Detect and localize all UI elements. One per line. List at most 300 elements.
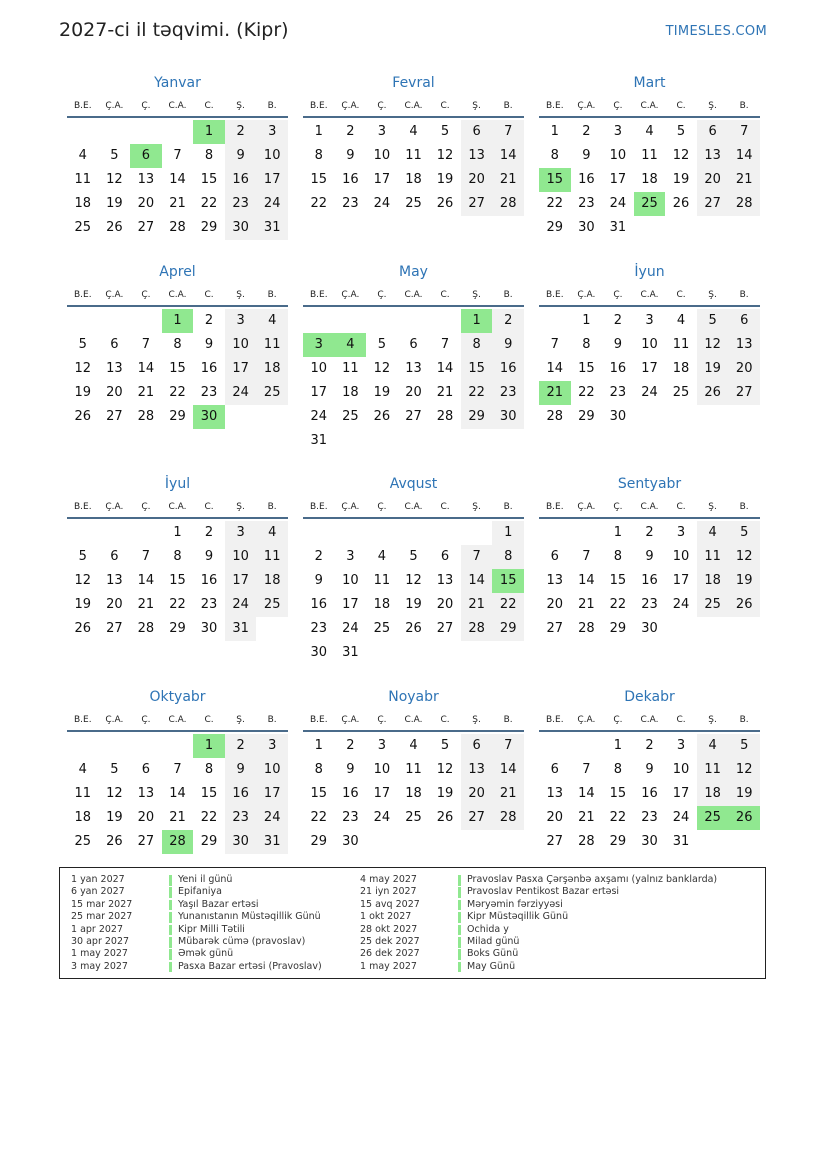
day-cell[interactable]: 18 (697, 569, 729, 593)
day-cell[interactable]: 29 (609, 621, 627, 636)
day-cell[interactable]: 19 (405, 597, 422, 612)
day-cell[interactable]: 29 (200, 220, 218, 235)
day-cell[interactable]: 16 (200, 573, 218, 588)
day-cell[interactable]: 18 (641, 172, 658, 187)
day-cell[interactable]: 30 (225, 830, 257, 854)
day-cell[interactable]: 5 (697, 309, 729, 333)
day-cell[interactable]: 10 (672, 549, 690, 564)
day-cell[interactable]: 16 (225, 782, 257, 806)
day-cell[interactable]: 13 (461, 144, 493, 168)
day-cell[interactable]: 30 (578, 220, 595, 235)
day-cell[interactable]: 23 (609, 385, 627, 400)
day-cell[interactable]: 19 (74, 385, 92, 400)
day-cell[interactable]: 13 (461, 758, 493, 782)
day-cell[interactable]: 29 (461, 405, 493, 429)
day-cell[interactable]: 17 (256, 782, 288, 806)
day-cell[interactable]: 3 (377, 738, 387, 753)
day-cell[interactable]: 31 (342, 645, 359, 660)
day-cell[interactable]: 20 (546, 810, 564, 825)
day-cell[interactable]: 7 (582, 549, 591, 564)
day-cell[interactable]: 16 (342, 172, 359, 187)
day-cell[interactable]: 10 (373, 148, 391, 163)
day-cell[interactable]: 7 (440, 337, 450, 352)
day-cell[interactable]: 22 (492, 593, 524, 617)
day-cell[interactable]: 6 (728, 309, 760, 333)
day-cell[interactable]: 5 (676, 124, 686, 139)
day-cell[interactable]: 25 (697, 593, 729, 617)
day-cell[interactable]: 24 (672, 597, 690, 612)
day-cell[interactable]: 14 (578, 573, 595, 588)
day-cell[interactable]: 29 (200, 834, 218, 849)
day-cell[interactable]: 20 (697, 168, 729, 192)
day-cell[interactable]: 13 (697, 144, 729, 168)
day-cell[interactable]: 15 (310, 172, 328, 187)
day-cell[interactable]: 1 (613, 738, 623, 753)
day-cell[interactable]: 4 (645, 124, 654, 139)
day-cell[interactable]: 5 (440, 738, 450, 753)
day-cell[interactable]: 12 (697, 333, 729, 357)
day-cell[interactable]: 18 (373, 597, 391, 612)
day-cell[interactable]: 7 (582, 762, 591, 777)
day-cell[interactable]: 6 (550, 762, 559, 777)
day-cell[interactable]: 18 (342, 385, 359, 400)
day-cell[interactable]: 26 (373, 409, 391, 424)
holiday-day-cell[interactable]: 25 (697, 806, 729, 830)
day-cell[interactable]: 24 (225, 381, 257, 405)
day-cell[interactable]: 23 (641, 810, 658, 825)
day-cell[interactable]: 15 (461, 357, 493, 381)
day-cell[interactable]: 22 (169, 385, 186, 400)
day-cell[interactable]: 1 (314, 738, 323, 753)
day-cell[interactable]: 14 (137, 573, 155, 588)
day-cell[interactable]: 11 (697, 545, 729, 569)
day-cell[interactable]: 4 (697, 521, 729, 545)
day-cell[interactable]: 16 (578, 172, 595, 187)
day-cell[interactable]: 7 (141, 549, 151, 564)
day-cell[interactable]: 25 (74, 220, 92, 235)
day-cell[interactable]: 29 (169, 621, 186, 636)
day-cell[interactable]: 2 (645, 738, 654, 753)
day-cell[interactable]: 1 (613, 525, 623, 540)
day-cell[interactable]: 15 (609, 786, 627, 801)
day-cell[interactable]: 8 (613, 549, 623, 564)
day-cell[interactable]: 30 (641, 621, 658, 636)
day-cell[interactable]: 17 (672, 786, 690, 801)
day-cell[interactable]: 12 (436, 762, 454, 777)
day-cell[interactable]: 16 (492, 357, 524, 381)
day-cell[interactable]: 10 (256, 758, 288, 782)
day-cell[interactable]: 24 (310, 409, 328, 424)
day-cell[interactable]: 21 (169, 810, 186, 825)
day-cell[interactable]: 10 (256, 144, 288, 168)
day-cell[interactable]: 30 (310, 645, 328, 660)
day-cell[interactable]: 13 (106, 573, 123, 588)
day-cell[interactable]: 19 (728, 569, 760, 593)
day-cell[interactable]: 15 (169, 573, 186, 588)
day-cell[interactable]: 3 (225, 521, 257, 545)
day-cell[interactable]: 10 (310, 361, 328, 376)
day-cell[interactable]: 6 (440, 549, 450, 564)
day-cell[interactable]: 14 (169, 786, 186, 801)
day-cell[interactable]: 21 (137, 597, 155, 612)
day-cell[interactable]: 17 (225, 357, 257, 381)
day-cell[interactable]: 22 (546, 196, 564, 211)
day-cell[interactable]: 25 (405, 196, 422, 211)
day-cell[interactable]: 18 (672, 361, 690, 376)
day-cell[interactable]: 3 (256, 120, 288, 144)
day-cell[interactable]: 3 (676, 525, 686, 540)
day-cell[interactable]: 25 (672, 385, 690, 400)
day-cell[interactable]: 25 (342, 409, 359, 424)
brand-link[interactable]: TIMESLES.COM (665, 24, 767, 39)
day-cell[interactable]: 26 (74, 409, 92, 424)
day-cell[interactable]: 23 (200, 597, 218, 612)
day-cell[interactable]: 17 (672, 573, 690, 588)
day-cell[interactable]: 5 (728, 734, 760, 758)
day-cell[interactable]: 20 (106, 597, 123, 612)
day-cell[interactable]: 28 (436, 409, 454, 424)
day-cell[interactable]: 3 (613, 124, 623, 139)
day-cell[interactable]: 12 (106, 172, 123, 187)
day-cell[interactable]: 29 (492, 617, 524, 641)
day-cell[interactable]: 3 (256, 734, 288, 758)
day-cell[interactable]: 9 (582, 148, 591, 163)
day-cell[interactable]: 16 (310, 597, 328, 612)
day-cell[interactable]: 21 (461, 593, 493, 617)
day-cell[interactable]: 31 (310, 433, 328, 448)
day-cell[interactable]: 12 (74, 361, 92, 376)
day-cell[interactable]: 10 (641, 337, 658, 352)
day-cell[interactable]: 11 (256, 333, 288, 357)
day-cell[interactable]: 2 (346, 124, 355, 139)
day-cell[interactable]: 1 (550, 124, 559, 139)
day-cell[interactable]: 27 (106, 409, 123, 424)
day-cell[interactable]: 19 (672, 172, 690, 187)
day-cell[interactable]: 8 (461, 333, 493, 357)
day-cell[interactable]: 15 (200, 786, 218, 801)
day-cell[interactable]: 23 (310, 621, 328, 636)
day-cell[interactable]: 10 (342, 573, 359, 588)
day-cell[interactable]: 22 (310, 810, 328, 825)
day-cell[interactable]: 22 (578, 385, 595, 400)
day-cell[interactable]: 4 (697, 734, 729, 758)
day-cell[interactable]: 24 (373, 196, 391, 211)
day-cell[interactable]: 30 (342, 834, 359, 849)
day-cell[interactable]: 15 (609, 573, 627, 588)
day-cell[interactable]: 27 (137, 834, 155, 849)
day-cell[interactable]: 21 (436, 385, 454, 400)
day-cell[interactable]: 22 (200, 810, 218, 825)
day-cell[interactable]: 28 (461, 617, 493, 641)
day-cell[interactable]: 21 (169, 196, 186, 211)
day-cell[interactable]: 26 (106, 220, 123, 235)
day-cell[interactable]: 1 (173, 525, 182, 540)
day-cell[interactable]: 2 (225, 734, 257, 758)
day-cell[interactable]: 23 (492, 381, 524, 405)
day-cell[interactable]: 13 (546, 786, 564, 801)
day-cell[interactable]: 27 (546, 834, 564, 849)
day-cell[interactable]: 2 (346, 738, 355, 753)
day-cell[interactable]: 1 (582, 313, 591, 328)
holiday-day-cell[interactable]: 26 (728, 806, 760, 830)
day-cell[interactable]: 26 (74, 621, 92, 636)
day-cell[interactable]: 15 (310, 786, 328, 801)
day-cell[interactable]: 17 (342, 597, 359, 612)
day-cell[interactable]: 7 (173, 762, 182, 777)
day-cell[interactable]: 24 (225, 593, 257, 617)
day-cell[interactable]: 21 (578, 810, 595, 825)
day-cell[interactable]: 19 (436, 786, 454, 801)
day-cell[interactable]: 24 (641, 385, 658, 400)
day-cell[interactable]: 12 (405, 573, 422, 588)
day-cell[interactable]: 11 (641, 148, 658, 163)
day-cell[interactable]: 27 (461, 806, 493, 830)
day-cell[interactable]: 13 (137, 172, 155, 187)
day-cell[interactable]: 16 (342, 786, 359, 801)
day-cell[interactable]: 4 (78, 148, 87, 163)
day-cell[interactable]: 16 (641, 573, 658, 588)
day-cell[interactable]: 28 (546, 409, 564, 424)
day-cell[interactable]: 14 (728, 144, 760, 168)
day-cell[interactable]: 6 (110, 337, 119, 352)
day-cell[interactable]: 2 (314, 549, 323, 564)
day-cell[interactable]: 23 (641, 597, 658, 612)
day-cell[interactable]: 19 (728, 782, 760, 806)
day-cell[interactable]: 28 (578, 834, 595, 849)
day-cell[interactable]: 12 (728, 758, 760, 782)
day-cell[interactable]: 9 (225, 758, 257, 782)
day-cell[interactable]: 27 (405, 409, 422, 424)
day-cell[interactable]: 12 (672, 148, 690, 163)
day-cell[interactable]: 18 (256, 357, 288, 381)
day-cell[interactable]: 24 (256, 806, 288, 830)
day-cell[interactable]: 29 (578, 409, 595, 424)
day-cell[interactable]: 4 (256, 521, 288, 545)
day-cell[interactable]: 26 (697, 381, 729, 405)
day-cell[interactable]: 25 (256, 381, 288, 405)
day-cell[interactable]: 30 (609, 409, 627, 424)
day-cell[interactable]: 24 (672, 810, 690, 825)
day-cell[interactable]: 1 (314, 124, 323, 139)
day-cell[interactable]: 28 (492, 192, 524, 216)
day-cell[interactable]: 11 (373, 573, 391, 588)
day-cell[interactable]: 11 (672, 337, 690, 352)
day-cell[interactable]: 2 (613, 313, 623, 328)
day-cell[interactable]: 5 (377, 337, 387, 352)
day-cell[interactable]: 20 (137, 196, 155, 211)
day-cell[interactable]: 27 (106, 621, 123, 636)
day-cell[interactable]: 26 (672, 196, 690, 211)
day-cell[interactable]: 30 (225, 216, 257, 240)
day-cell[interactable]: 24 (342, 621, 359, 636)
day-cell[interactable]: 24 (256, 192, 288, 216)
day-cell[interactable]: 13 (436, 573, 454, 588)
day-cell[interactable]: 28 (137, 409, 155, 424)
day-cell[interactable]: 10 (225, 333, 257, 357)
day-cell[interactable]: 13 (546, 573, 564, 588)
day-cell[interactable]: 27 (461, 192, 493, 216)
day-cell[interactable]: 16 (200, 361, 218, 376)
day-cell[interactable]: 20 (461, 168, 493, 192)
day-cell[interactable]: 2 (204, 313, 214, 328)
day-cell[interactable]: 4 (676, 313, 686, 328)
day-cell[interactable]: 6 (110, 549, 119, 564)
day-cell[interactable]: 17 (225, 569, 257, 593)
day-cell[interactable]: 31 (609, 220, 627, 235)
day-cell[interactable]: 5 (78, 549, 87, 564)
day-cell[interactable]: 28 (578, 621, 595, 636)
day-cell[interactable]: 4 (409, 738, 418, 753)
day-cell[interactable]: 18 (405, 172, 422, 187)
holiday-day-cell[interactable]: 28 (162, 830, 194, 854)
holiday-day-cell[interactable]: 21 (539, 381, 571, 405)
day-cell[interactable]: 25 (373, 621, 391, 636)
day-cell[interactable]: 8 (492, 545, 524, 569)
day-cell[interactable]: 20 (106, 385, 123, 400)
day-cell[interactable]: 21 (492, 168, 524, 192)
day-cell[interactable]: 9 (346, 148, 355, 163)
day-cell[interactable]: 6 (461, 120, 493, 144)
day-cell[interactable]: 16 (609, 361, 627, 376)
day-cell[interactable]: 29 (609, 834, 627, 849)
holiday-day-cell[interactable]: 30 (193, 405, 225, 429)
day-cell[interactable]: 9 (346, 762, 355, 777)
day-cell[interactable]: 8 (173, 337, 182, 352)
day-cell[interactable]: 2 (582, 124, 591, 139)
day-cell[interactable]: 6 (550, 549, 559, 564)
day-cell[interactable]: 28 (492, 806, 524, 830)
day-cell[interactable]: 15 (169, 361, 186, 376)
day-cell[interactable]: 27 (697, 192, 729, 216)
day-cell[interactable]: 3 (346, 549, 355, 564)
day-cell[interactable]: 20 (405, 385, 422, 400)
day-cell[interactable]: 17 (373, 172, 391, 187)
day-cell[interactable]: 23 (225, 806, 257, 830)
day-cell[interactable]: 18 (74, 810, 92, 825)
day-cell[interactable]: 22 (609, 810, 627, 825)
day-cell[interactable]: 6 (461, 734, 493, 758)
day-cell[interactable]: 23 (342, 810, 359, 825)
day-cell[interactable]: 29 (169, 409, 186, 424)
day-cell[interactable]: 9 (613, 337, 623, 352)
day-cell[interactable]: 11 (74, 786, 92, 801)
day-cell[interactable]: 30 (492, 405, 524, 429)
holiday-day-cell[interactable]: 15 (492, 569, 524, 593)
day-cell[interactable]: 27 (137, 220, 155, 235)
day-cell[interactable]: 4 (409, 124, 418, 139)
day-cell[interactable]: 19 (106, 196, 123, 211)
day-cell[interactable]: 26 (405, 621, 422, 636)
day-cell[interactable]: 9 (225, 144, 257, 168)
day-cell[interactable]: 6 (697, 120, 729, 144)
day-cell[interactable]: 26 (436, 810, 454, 825)
day-cell[interactable]: 8 (173, 549, 182, 564)
day-cell[interactable]: 5 (78, 337, 87, 352)
day-cell[interactable]: 30 (200, 621, 218, 636)
day-cell[interactable]: 11 (405, 148, 422, 163)
day-cell[interactable]: 9 (645, 549, 654, 564)
day-cell[interactable]: 7 (728, 120, 760, 144)
day-cell[interactable]: 17 (373, 786, 391, 801)
day-cell[interactable]: 22 (310, 196, 328, 211)
day-cell[interactable]: 21 (578, 597, 595, 612)
day-cell[interactable]: 3 (377, 124, 387, 139)
day-cell[interactable]: 26 (106, 834, 123, 849)
day-cell[interactable]: 8 (204, 148, 214, 163)
day-cell[interactable]: 8 (582, 337, 591, 352)
day-cell[interactable]: 14 (546, 361, 564, 376)
holiday-day-cell[interactable]: 3 (303, 333, 335, 357)
day-cell[interactable]: 22 (461, 381, 493, 405)
day-cell[interactable]: 27 (728, 381, 760, 405)
day-cell[interactable]: 13 (137, 786, 155, 801)
day-cell[interactable]: 25 (256, 593, 288, 617)
day-cell[interactable]: 11 (74, 172, 92, 187)
day-cell[interactable]: 4 (377, 549, 387, 564)
day-cell[interactable]: 5 (110, 148, 119, 163)
day-cell[interactable]: 15 (200, 172, 218, 187)
day-cell[interactable]: 19 (106, 810, 123, 825)
day-cell[interactable]: 31 (256, 830, 288, 854)
day-cell[interactable]: 14 (137, 361, 155, 376)
day-cell[interactable]: 21 (728, 168, 760, 192)
day-cell[interactable]: 7 (461, 545, 493, 569)
day-cell[interactable]: 2 (645, 525, 654, 540)
holiday-day-cell[interactable]: 6 (130, 144, 162, 168)
day-cell[interactable]: 2 (204, 525, 214, 540)
day-cell[interactable]: 19 (373, 385, 391, 400)
day-cell[interactable]: 2 (492, 309, 524, 333)
day-cell[interactable]: 3 (645, 313, 654, 328)
day-cell[interactable]: 8 (613, 762, 623, 777)
day-cell[interactable]: 12 (728, 545, 760, 569)
day-cell[interactable]: 20 (546, 597, 564, 612)
day-cell[interactable]: 28 (137, 621, 155, 636)
day-cell[interactable]: 28 (169, 220, 186, 235)
day-cell[interactable]: 27 (546, 621, 564, 636)
day-cell[interactable]: 3 (676, 738, 686, 753)
day-cell[interactable]: 11 (342, 361, 359, 376)
holiday-day-cell[interactable]: 1 (193, 120, 225, 144)
day-cell[interactable]: 31 (225, 617, 257, 641)
day-cell[interactable]: 22 (609, 597, 627, 612)
day-cell[interactable]: 28 (728, 192, 760, 216)
day-cell[interactable]: 20 (137, 810, 155, 825)
day-cell[interactable]: 14 (492, 144, 524, 168)
day-cell[interactable]: 12 (436, 148, 454, 163)
day-cell[interactable]: 29 (310, 834, 328, 849)
day-cell[interactable]: 18 (74, 196, 92, 211)
day-cell[interactable]: 5 (728, 521, 760, 545)
day-cell[interactable]: 11 (405, 762, 422, 777)
day-cell[interactable]: 26 (728, 593, 760, 617)
day-cell[interactable]: 16 (225, 168, 257, 192)
day-cell[interactable]: 29 (546, 220, 564, 235)
day-cell[interactable]: 7 (492, 734, 524, 758)
holiday-day-cell[interactable]: 4 (335, 333, 367, 357)
day-cell[interactable]: 14 (578, 786, 595, 801)
day-cell[interactable]: 31 (256, 216, 288, 240)
day-cell[interactable]: 26 (436, 196, 454, 211)
day-cell[interactable]: 18 (697, 782, 729, 806)
day-cell[interactable]: 21 (492, 782, 524, 806)
day-cell[interactable]: 13 (405, 361, 422, 376)
day-cell[interactable]: 7 (141, 337, 151, 352)
day-cell[interactable]: 20 (436, 597, 454, 612)
day-cell[interactable]: 31 (672, 834, 690, 849)
day-cell[interactable]: 8 (314, 148, 323, 163)
day-cell[interactable]: 12 (373, 361, 391, 376)
